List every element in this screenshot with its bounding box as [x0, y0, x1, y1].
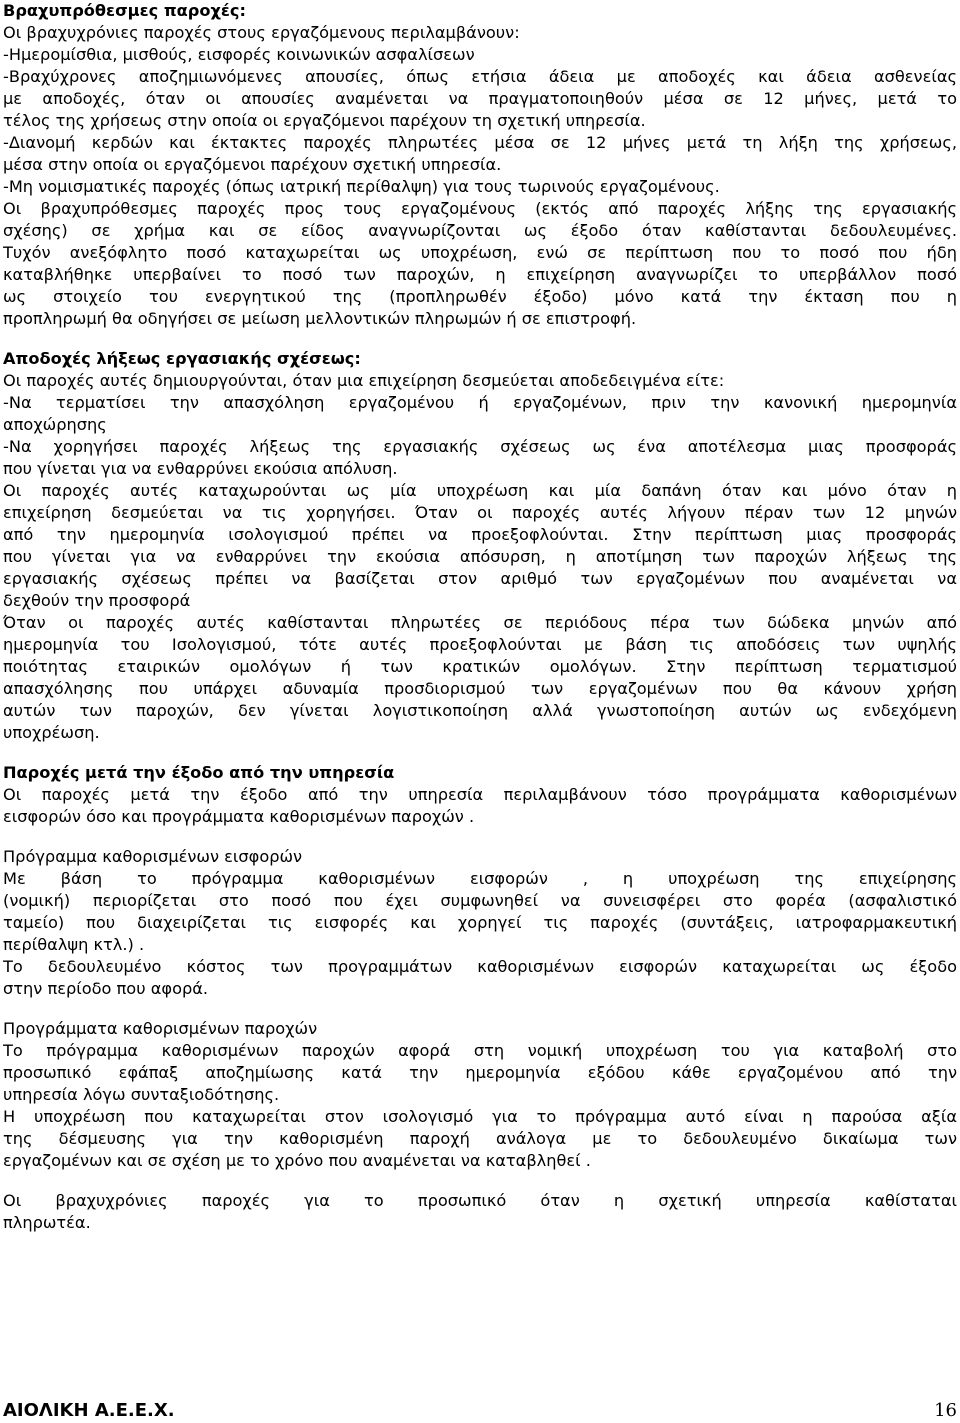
- text-line: υποχρέωση.: [3, 723, 100, 742]
- paragraph-gap: [3, 330, 957, 348]
- text-line: Οι παροχές μετά την έξοδο από την υπηρεσία περιλαμβάνουν τόσο προγράμματα καθορισμένων: [3, 785, 957, 804]
- text-line: υπηρεσία λόγω συνταξιοδότησης.: [3, 1085, 280, 1104]
- text-line: από την ημερομηνία ισολογισμού πρέπει να προεξοφλούνται. Στην περίπτωση μιας προσφοράς: [3, 525, 957, 544]
- text-line: -Να χορηγήσει παροχές λήξεως της εργασιακής σχέσεως ως ένα αποτέλεσμα μιας προσφοράς: [3, 437, 957, 456]
- section-heading: Αποδοχές λήξεως εργασιακής σχέσεως:: [3, 349, 361, 368]
- text-line: επιχείρηση δεσμεύεται να τις χορηγήσει. Όταν οι παροχές αυτές λήγουν πέραν των 12 μηνών: [3, 503, 957, 522]
- company-name: ΑΙΟΛΙΚΗ Α.Ε.Ε.Χ.: [3, 1400, 175, 1421]
- paragraph-gap: [3, 744, 957, 762]
- text-line: εργασιακής σχέσεως πρέπει να βασίζεται στον αριθμό των εργαζομένων που αναμένεται να: [3, 569, 957, 588]
- text-line: Οι βραχυπρόθεσμες παροχές προς τους εργαζομένους (εκτός από παροχές λήξης της εργασιακής: [3, 199, 957, 218]
- text-line: Το πρόγραμμα καθορισμένων παροχών αφορά στη νομική υποχρέωση του για καταβολή στο: [3, 1041, 957, 1060]
- document-body: [3, 0, 957, 1234]
- text-line: της δέσμευσης για την καθορισμένη παροχή ανάλογα με το δεδουλευμένο δικαίωμα των: [3, 1129, 957, 1148]
- text-line: ημερομηνία του Ισολογισμού, τότε αυτές προεξοφλούνται με βάση τις αποδόσεις των υψηλής: [3, 635, 957, 654]
- text-line: εισφορών όσο και προγράμματα καθορισμένων παροχών .: [3, 807, 475, 826]
- text-line: αυτών των παροχών, δεν γίνεται λογιστικοποίηση αλλά γνωστοποίηση αυτών ως ενδεχόμενη: [3, 701, 957, 720]
- text-line: Οι παροχές αυτές καταχωρούνται ως μία υποχρέωση και μία δαπάνη όταν και μόνο όταν η: [3, 481, 957, 500]
- text-line: Πρόγραμμα καθορισμένων εισφορών: [3, 847, 303, 866]
- page-number: 16: [934, 1400, 957, 1421]
- text-line: Τυχόν ανεξόφλητο ποσό καταχωρείται ως υποχρέωση, ενώ σε περίπτωση που το ποσό που ήδη: [3, 243, 957, 262]
- text-line: απασχόλησης που υπάρχει αδυναμία προσδιορισμού των εργαζομένων που θα κάνουν χρήση: [3, 679, 957, 698]
- text-line: πληρωτέα.: [3, 1213, 91, 1232]
- text-line: ταμείο) που διαχειρίζεται τις εισφορές και χορηγεί τις παροχές (συντάξεις, ιατροφαρμακευτική: [3, 913, 957, 932]
- text-line: ως στοιχείο του ενεργητικού της (προπληρωθέν έξοδο) μόνο κατά την έκταση που η: [3, 287, 957, 306]
- text-line: -Να τερματίσει την απασχόληση εργαζομένου ή εργαζομένων, πριν την κανονική ημερομηνία: [3, 393, 957, 412]
- text-line: στην περίοδο που αφορά.: [3, 979, 209, 998]
- text-line: τέλος της χρήσεως στην οποία οι εργαζόμενοι παρέχουν τη σχετική υπηρεσία.: [3, 111, 646, 130]
- paragraph-gap: [3, 828, 957, 846]
- text-line: καταβλήθηκε υπερβαίνει το ποσό των παροχών, η επιχείρηση αναγνωρίζει το υπερβάλλον ποσό: [3, 265, 957, 284]
- text-line: Οι βραχυχρόνιες παροχές για το προσωπικό όταν η σχετική υπηρεσία καθίσταται: [3, 1191, 957, 1210]
- text-line: που γίνεται για να ενθαρρύνει εκούσια απόλυση.: [3, 459, 398, 478]
- paragraph-gap: [3, 1000, 957, 1018]
- section-heading: Παροχές μετά την έξοδο από την υπηρεσία: [3, 763, 395, 782]
- text-line: δεχθούν την προσφορά: [3, 591, 191, 610]
- text-line: (νομική) περιορίζεται στο ποσό που έχει συμφωνηθεί να συνεισφέρει στο φορέα (ασφαλιστικό: [3, 891, 957, 910]
- text-line: προσωπικό εφάπαξ αποζημίωσης κατά την ημερομηνία εξόδου κάθε εργαζομένου από την: [3, 1063, 957, 1082]
- text-line: εργαζομένων και σε σχέση με το χρόνο που αναμένεται να καταβληθεί .: [3, 1151, 591, 1170]
- text-line: -Διανομή κερδών και έκτακτες παροχές πληρωτέες μέσα σε 12 μήνες μετά τη λήξη της χρήσεως,: [3, 133, 957, 152]
- text-line: Όταν οι παροχές αυτές καθίστανται πληρωτέες σε περιόδους πέρα των δώδεκα μηνών από: [3, 613, 957, 632]
- text-line: Προγράμματα καθορισμένων παροχών: [3, 1019, 318, 1038]
- text-line: Με βάση το πρόγραμμα καθορισμένων εισφορών , η υποχρέωση της επιχείρησης: [3, 869, 957, 888]
- text-line: προπληρωμή θα οδηγήσει σε μείωση μελλοντικών πληρωμών ή σε επιστροφή.: [3, 309, 637, 328]
- text-line: Το δεδουλευμένο κόστος των προγραμμάτων καθορισμένων εισφορών καταχωρείται ως έξοδο: [3, 957, 957, 976]
- text-line: Οι βραχυχρόνιες παροχές στους εργαζόμενους περιλαμβάνουν:: [3, 23, 520, 42]
- text-line: σχέσης) σε χρήμα και σε είδος αναγνωρίζονται ως έξοδο όταν καθίστανται δεδουλευμένες.: [3, 221, 957, 240]
- page-footer: [3, 1398, 957, 1422]
- text-line: που γίνεται για να ενθαρρύνει την εκούσια απόσυρση, η αποτίμηση των παροχών λήξεως της: [3, 547, 957, 566]
- text-line: -Ημερομίσθια, μισθούς, εισφορές κοινωνικών ασφαλίσεων: [3, 45, 475, 64]
- text-line: -Βραχύχρονες αποζημιωνόμενες απουσίες, όπως ετήσια άδεια με αποδοχές και άδεια ασθενείας: [3, 67, 957, 86]
- text-line: μέσα στην οποία οι εργαζόμενοι παρέχουν σχετική υπηρεσία.: [3, 155, 502, 174]
- text-line: Οι παροχές αυτές δημιουργούνται, όταν μια επιχείρηση δεσμεύεται αποδεδειγμένα είτε:: [3, 371, 725, 390]
- text-line: -Μη νομισματικές παροχές (όπως ιατρική περίθαλψη) για τους τωρινούς εργαζομένους.: [3, 177, 720, 196]
- text-line: με αποδοχές, όταν οι απουσίες αναμένεται να πραγματοποιηθούν μέσα σε 12 μήνες, μετά το: [3, 89, 957, 108]
- paragraph-gap: [3, 1172, 957, 1190]
- text-line: Η υποχρέωση που καταχωρείται στον ισολογισμό για το πρόγραμμα αυτό είναι η παρούσα αξία: [3, 1107, 957, 1126]
- text-line: ποιότητας εταιρικών ομολόγων ή των κρατικών ομολόγων. Στην περίπτωση τερματισμού: [3, 657, 957, 676]
- text-line: αποχώρησης: [3, 415, 107, 434]
- text-line: περίθαλψη κτλ.) .: [3, 935, 145, 954]
- section-heading: Βραχυπρόθεσμες παροχές:: [3, 1, 246, 20]
